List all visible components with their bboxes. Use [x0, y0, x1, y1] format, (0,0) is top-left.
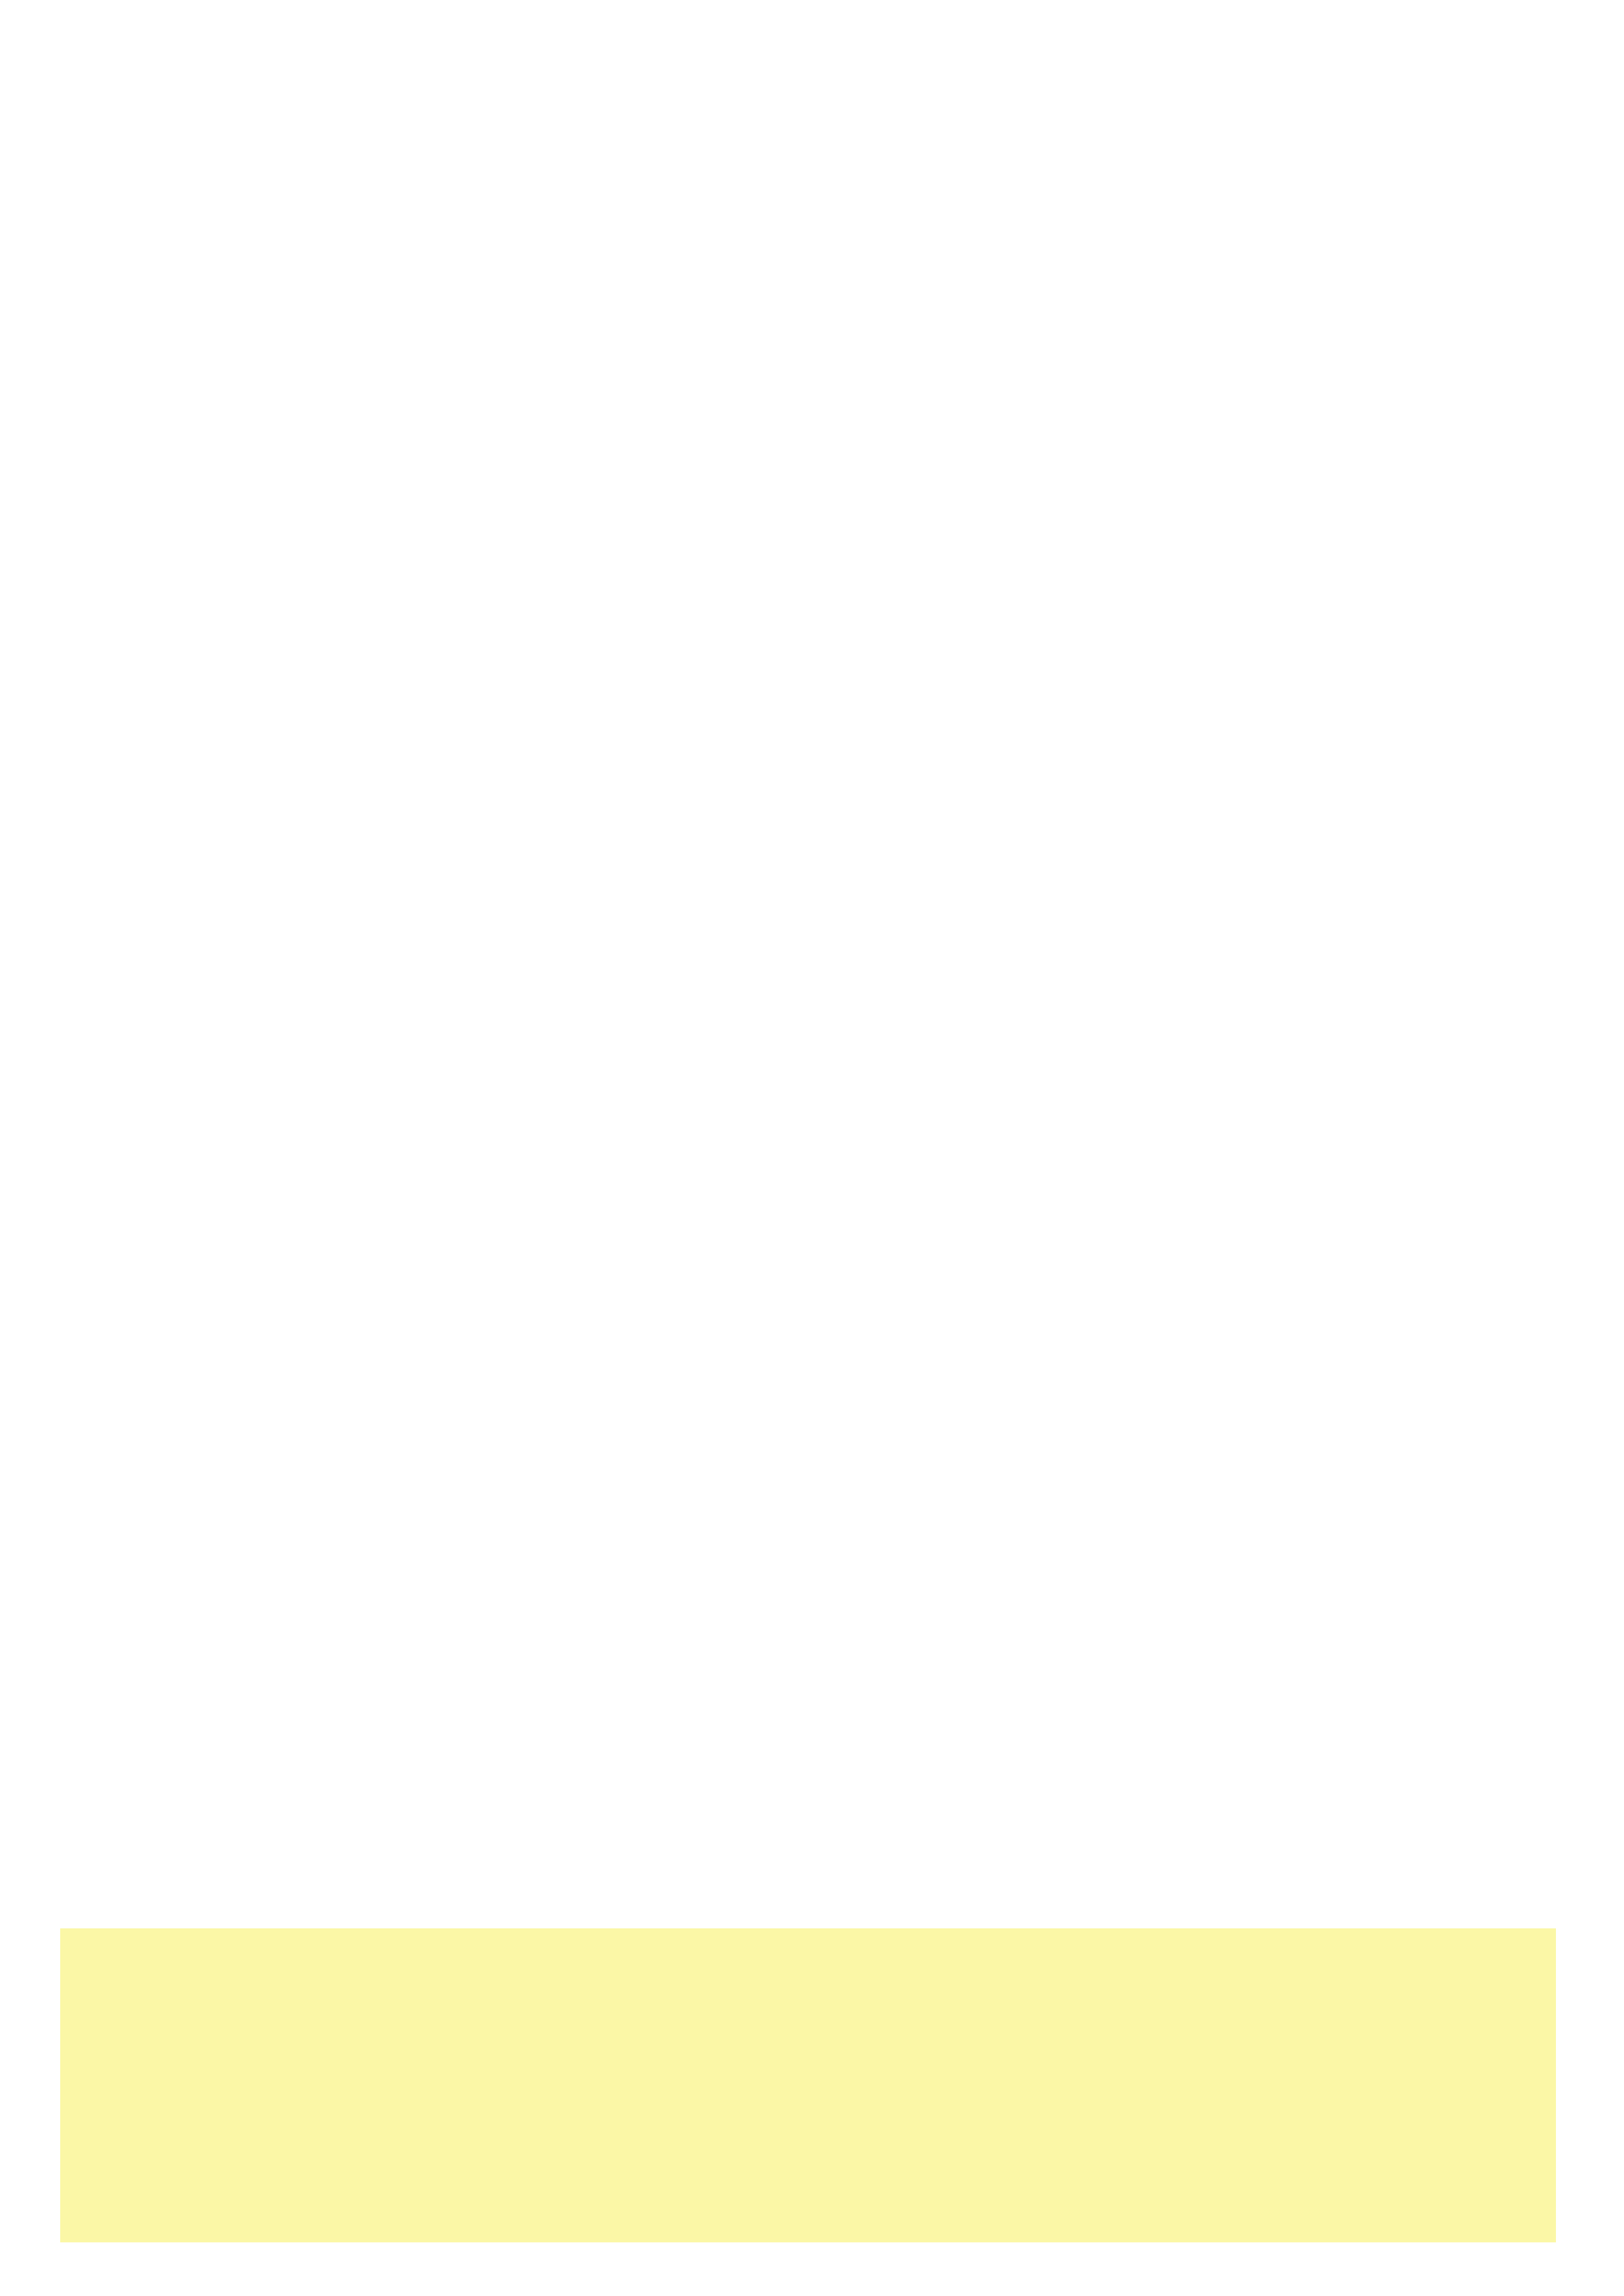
line-qr-code[interactable] [1312, 1975, 1508, 2172]
